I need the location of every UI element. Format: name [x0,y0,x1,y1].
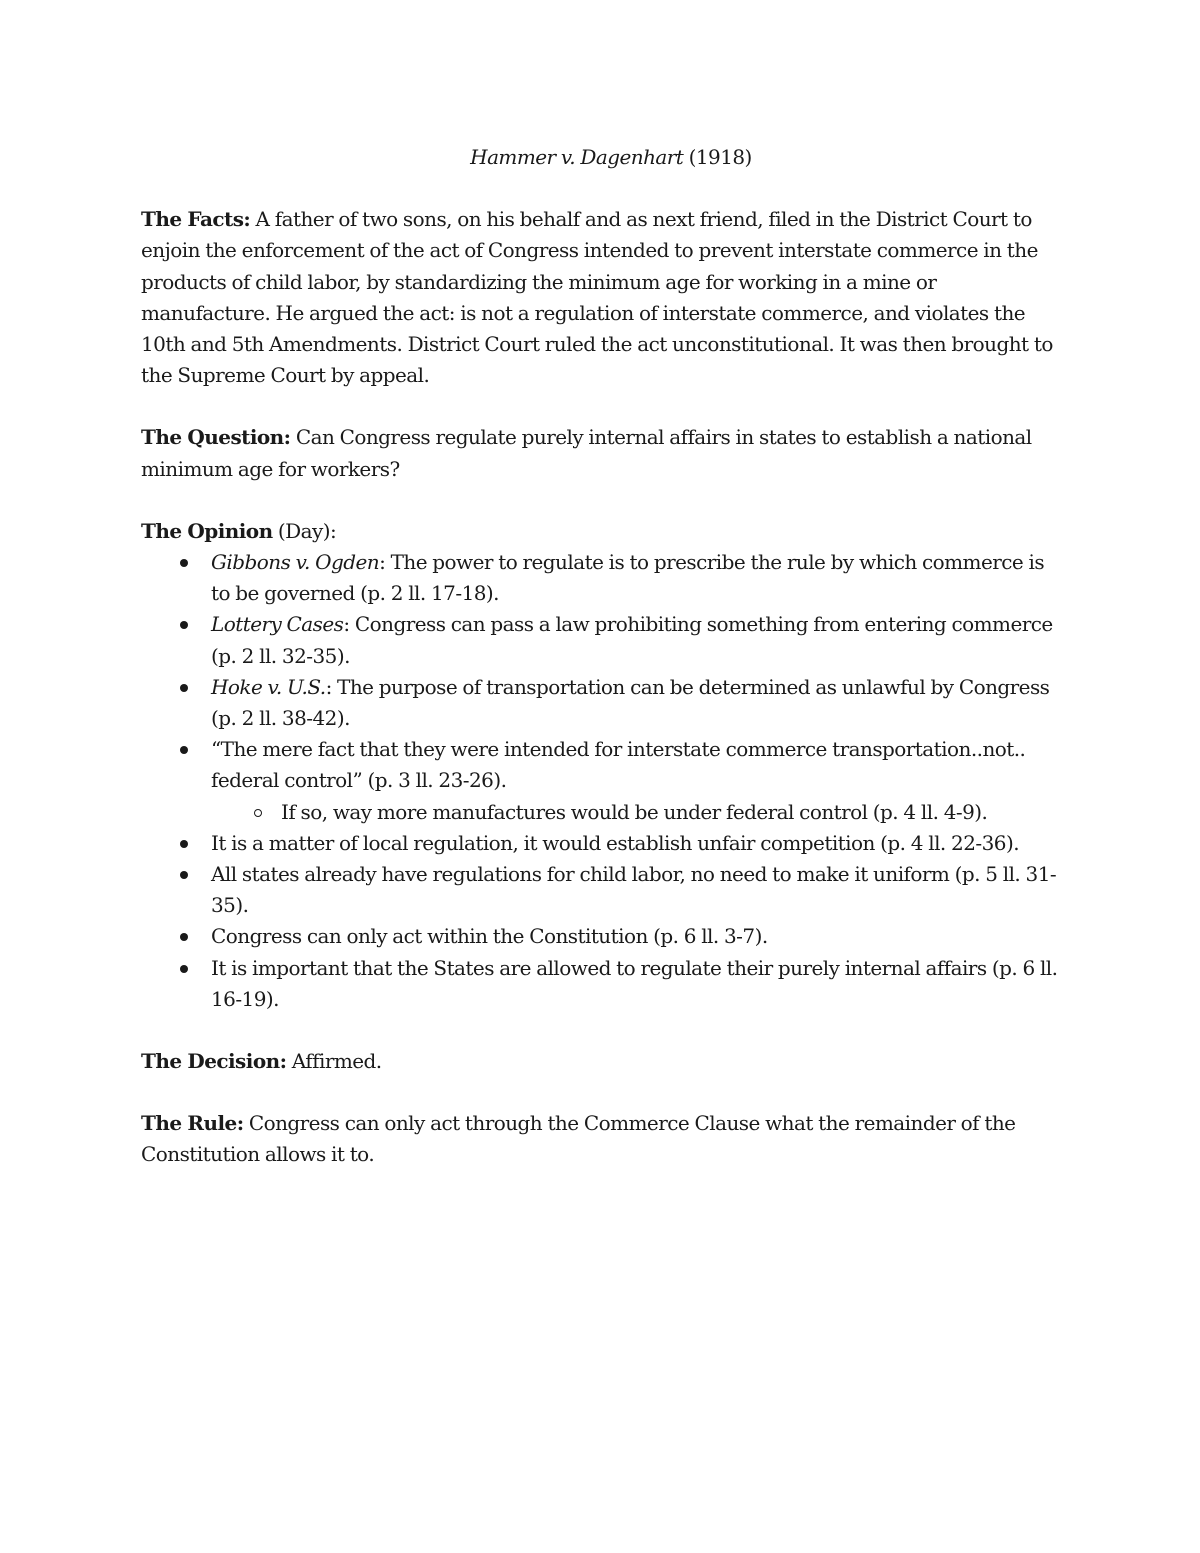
bullet-text: : The power to regulate is to prescribe the rule by which commerce is to be governed (p. 2 ll. 17-18). [211,550,1045,606]
list-item [141,734,1061,828]
decision-label: The Decision: [141,1049,287,1074]
case-name-part2: . Dagenhart [569,145,684,169]
list-item [141,547,1061,609]
cited-case: Gibbons v. Ogden [211,550,380,575]
opinion-section [141,516,1061,1015]
document-page [141,142,1061,1202]
decision-section [141,1046,1061,1077]
list-item [141,828,1061,859]
list-item [141,953,1061,1015]
bullet-text: All states already have regulations for child labor, no need to make it uniform (p. 5 ll. 31-35). [211,862,1057,918]
list-item [141,859,1061,921]
sub-bullet-text: If so, way more manufactures would be under federal control (p. 4 ll. 4-9). [281,799,988,824]
bullet-text: : Congress can pass a law prohibiting something from entering commerce (p. 2 ll. 32-35). [211,612,1053,668]
case-year: (1918) [683,145,752,169]
rule-label: The Rule: [141,1111,244,1136]
cited-case: Hoke v. U.S. [211,674,326,699]
bullet-text: Congress can only act within the Constitution (p. 6 ll. 3-7). [211,924,768,949]
opinion-justice: (Day): [272,518,337,543]
case-name-part1: Hammer v [470,145,570,169]
cited-case: Lottery Cases [211,612,344,637]
sub-bullet-list [211,797,1061,828]
bullet-text: It is a matter of local regulation, it would establish unfair competition (p. 4 ll. 22-36). [211,830,1020,855]
sub-list-item [211,797,1061,828]
rule-section [141,1108,1061,1170]
bullet-text: : The purpose of transportation can be determined as unlawful by Congress (p. 2 ll. 38-42). [211,674,1050,731]
question-section [141,422,1061,484]
list-item [141,609,1061,671]
decision-text: Affirmed. [286,1049,382,1074]
question-label: The Question: [141,425,291,450]
facts-text: A father of two sons, on his behalf and as next friend, filed in the District Court to enjoin the enforcement of the act of Congress intended to prevent interstate commerce in the products of child labor, by standardizing the minimum age for working in a mine or manufacture. He argued the act: is not a regulation of interstate commerce, and violates the 10th and 5th Amendments. District Court ruled the act unconstitutional. It was then brought to the Supreme Court by appeal. [141,207,1053,388]
opinion-label: The Opinion [141,518,273,543]
bullet-text: “The mere fact that they were intended for interstate commerce transportation..not.. federal control” (p. 3 ll. 23-26). [211,737,1026,793]
question-text: Can Congress regulate purely internal affairs in states to establish a national minimum age for workers? [141,425,1032,481]
bullet-text: It is important that the States are allowed to regulate their purely internal affairs (p. 6 ll. 16-19). [211,955,1058,1011]
rule-text: Congress can only act through the Commerce Clause what the remainder of the Constitution allows it to. [141,1111,1016,1167]
opinion-bullet-list [141,547,1061,1015]
facts-label: The Facts: [141,207,251,232]
list-item [141,921,1061,952]
case-title [141,142,1061,173]
list-item [141,672,1061,734]
facts-section [141,204,1061,391]
